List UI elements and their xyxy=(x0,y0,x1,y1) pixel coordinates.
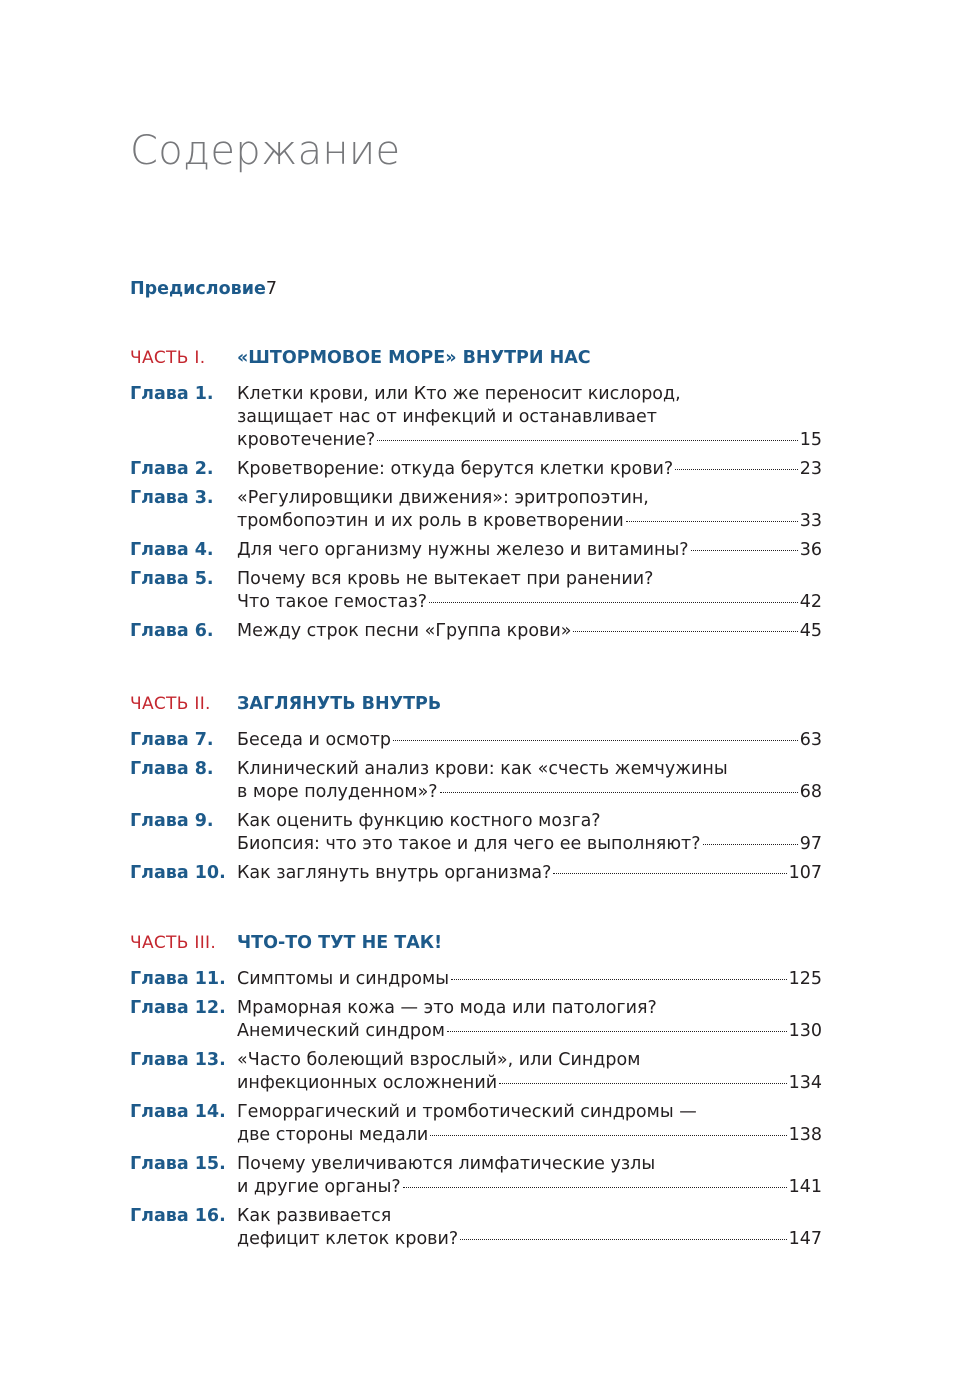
leader-dots xyxy=(451,979,787,980)
leader-dots xyxy=(675,469,798,470)
chapter-label: Глава 9. xyxy=(130,811,214,831)
part-title: ЗАГЛЯНУТЬ ВНУТРЬ xyxy=(237,694,442,714)
chapter-title-line: Клинический анализ крови: как «счесть жемчужины xyxy=(237,759,728,779)
leader-dots xyxy=(429,602,798,603)
chapter-title-line: кровотечение? xyxy=(237,430,376,450)
page-number: 63 xyxy=(799,730,822,750)
leader-dots xyxy=(393,740,798,741)
part-label: ЧАСТЬ III. xyxy=(130,933,217,953)
leader-dots xyxy=(440,792,798,793)
preface-page: 7 xyxy=(265,279,277,299)
chapter-title-line: тромбопоэтин и их роль в кроветворении xyxy=(237,511,624,531)
leader-dots xyxy=(403,1187,787,1188)
part-title: «ШТОРМОВОЕ МОРЕ» ВНУТРИ НАС xyxy=(237,348,591,368)
chapter-title-line: Как оценить функцию костного мозга? xyxy=(237,811,601,831)
page-number: 138 xyxy=(788,1125,822,1145)
chapter-label: Глава 4. xyxy=(130,540,214,560)
part-title: ЧТО-ТО ТУТ НЕ ТАК! xyxy=(237,933,443,953)
chapter-title-line: Анемический синдром xyxy=(237,1021,445,1041)
leader-dots xyxy=(691,550,798,551)
chapter-label: Глава 16. xyxy=(130,1206,226,1226)
chapter-label: Глава 13. xyxy=(130,1050,226,1070)
chapter-title-line: Между строк песни «Группа крови» xyxy=(237,621,572,641)
chapter-title-line: Симптомы и синдромы xyxy=(237,969,450,989)
chapter-title-line: Как развивается xyxy=(237,1206,392,1226)
chapter-label: Глава 7. xyxy=(130,730,214,750)
page-number: 45 xyxy=(799,621,822,641)
chapter-title-line: Геморрагический и тромботический синдромы — xyxy=(237,1102,697,1122)
chapter-label: Глава 3. xyxy=(130,488,214,508)
chapter-label: Глава 1. xyxy=(130,384,214,404)
chapter-label: Глава 14. xyxy=(130,1102,226,1122)
chapter-title-line: Мраморная кожа — это мода или патология? xyxy=(237,998,657,1018)
toc-preface[interactable] xyxy=(130,278,822,301)
chapter-title-line: Почему увеличиваются лимфатические узлы xyxy=(237,1154,656,1174)
chapter-label: Глава 8. xyxy=(130,759,214,779)
chapter-label: Глава 11. xyxy=(130,969,226,989)
page-number: 147 xyxy=(788,1229,822,1249)
part-label: ЧАСТЬ I. xyxy=(130,348,206,368)
chapter-title-line: и другие органы? xyxy=(237,1177,401,1197)
page-number: 125 xyxy=(788,969,822,989)
leader-dots xyxy=(573,631,797,632)
page-number: 134 xyxy=(788,1073,822,1093)
leader-dots xyxy=(499,1083,786,1084)
chapter-title-line: «Регулировщики движения»: эритропоэтин, xyxy=(237,488,649,508)
chapter-title-line: «Часто болеющий взрослый», или Синдром xyxy=(237,1050,641,1070)
chapter-title-line: Беседа и осмотр xyxy=(237,730,392,750)
leader-dots xyxy=(377,440,797,441)
leader-dots xyxy=(553,873,786,874)
chapter-label: Глава 15. xyxy=(130,1154,226,1174)
chapter-title-line: две стороны медали xyxy=(237,1125,429,1145)
chapter-title-line: Что такое гемостаз? xyxy=(237,592,427,612)
chapter-title-line: инфекционных осложнений xyxy=(237,1073,498,1093)
chapter-title-line: Кроветворение: откуда берутся клетки крови? xyxy=(237,459,674,479)
leader-dots xyxy=(626,521,798,522)
leader-dots xyxy=(703,844,798,845)
chapter-title-line: Клетки крови, или Кто же переносит кислород, xyxy=(237,384,681,404)
page-number: 97 xyxy=(799,834,822,854)
page-title: Содержание xyxy=(130,128,401,174)
chapter-label: Глава 10. xyxy=(130,863,226,883)
part-label: ЧАСТЬ II. xyxy=(130,694,211,714)
chapter-title-line: Почему вся кровь не вытекает при ранении? xyxy=(237,569,654,589)
page-number: 23 xyxy=(799,459,822,479)
page-number: 68 xyxy=(799,782,822,802)
chapter-title-line: защищает нас от инфекций и останавливает xyxy=(237,407,657,427)
leader-dots xyxy=(430,1135,786,1136)
page-number: 141 xyxy=(788,1177,822,1197)
chapter-label: Глава 6. xyxy=(130,621,214,641)
chapter-title-line: Как заглянуть внутрь организма? xyxy=(237,863,552,883)
leader-dots xyxy=(447,1031,787,1032)
page-number: 130 xyxy=(788,1021,822,1041)
chapter-title-line: Биопсия: что это такое и для чего ее выполняют? xyxy=(237,834,701,854)
chapter-title-line: дефицит клеток крови? xyxy=(237,1229,459,1249)
chapter-label: Глава 2. xyxy=(130,459,214,479)
leader-dots xyxy=(460,1239,786,1240)
page-number: 42 xyxy=(799,592,822,612)
chapter-title-line: в море полуденном»? xyxy=(237,782,438,802)
chapter-title-line: Для чего организму нужны железо и витамины? xyxy=(237,540,689,560)
page-number: 15 xyxy=(799,430,822,450)
page-number: 107 xyxy=(788,863,822,883)
page-number: 33 xyxy=(799,511,822,531)
chapter-label: Глава 5. xyxy=(130,569,214,589)
preface-title: Предисловие xyxy=(130,279,266,299)
chapter-label: Глава 12. xyxy=(130,998,226,1018)
page-number: 36 xyxy=(799,540,822,560)
